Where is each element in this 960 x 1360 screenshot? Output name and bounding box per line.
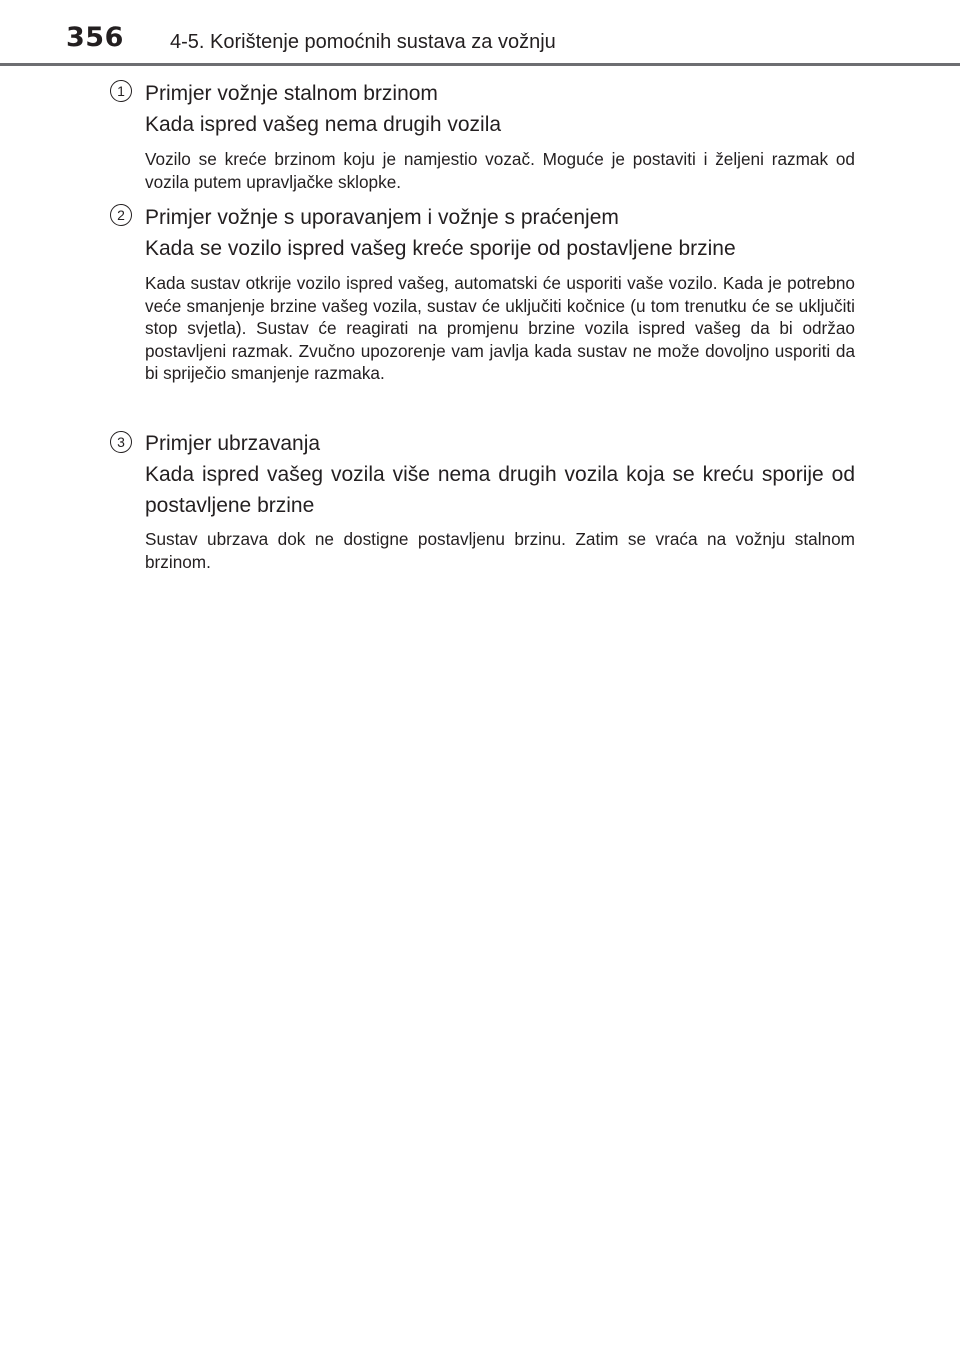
section-title: 4-5. Korištenje pomoćnih sustava za vožnju [170, 31, 556, 53]
header-rule [0, 63, 960, 66]
item-title [145, 202, 855, 264]
item-title-line: Primjer vožnje stalnom brzinom [145, 82, 438, 105]
page-number: 356 [66, 22, 124, 53]
item-title-line: Primjer vožnje s uporavanjem i vožnje s praćenjem [145, 206, 619, 229]
item-subtitle-line: Kada ispred vašeg vozila više nema drugih vozila koja se kreću sporije od postavljene brzine [145, 463, 855, 517]
item-number: 1 [117, 83, 125, 99]
item-number: 3 [117, 434, 125, 450]
item-title [145, 428, 855, 521]
item-subtitle-line: Kada ispred vašeg nema drugih vozila [145, 113, 502, 136]
item-body: Sustav ubrzava dok ne dostigne postavljenu brzinu. Zatim se vraća na vožnju stalnom brzinom. [145, 529, 855, 572]
item-number-badge [110, 204, 132, 226]
page-header [0, 0, 960, 68]
item-body: Vozilo se kreće brzinom koju je namjestio vozač. Moguće je postaviti i željeni razmak od vozila putem upravljačke sklopke. [145, 149, 855, 192]
item-number: 2 [117, 207, 125, 223]
item-number-badge [110, 431, 132, 453]
item-subtitle-line: Kada se vozilo ispred vašeg kreće sporije od postavljene brzine [145, 237, 736, 260]
item-title-line: Primjer ubrzavanja [145, 432, 321, 455]
item-title [145, 78, 855, 140]
item-number-badge [110, 80, 132, 102]
item-body: Kada sustav otkrije vozilo ispred vašeg, automatski će usporiti vaše vozilo. Kada je potrebno veće smanjenje brzine vašeg vozila, sustav će uključiti kočnice (u tom trenutku će se uključiti stop svjetla). Sustav će reagirati na promjenu brzine vozila ispred vašeg da bi održao postavljeni razmak. Zvučno upozorenje vam javlja kada sustav ne može dovoljno usporiti da bi spriječio smanjenje razmaka. [145, 273, 855, 383]
